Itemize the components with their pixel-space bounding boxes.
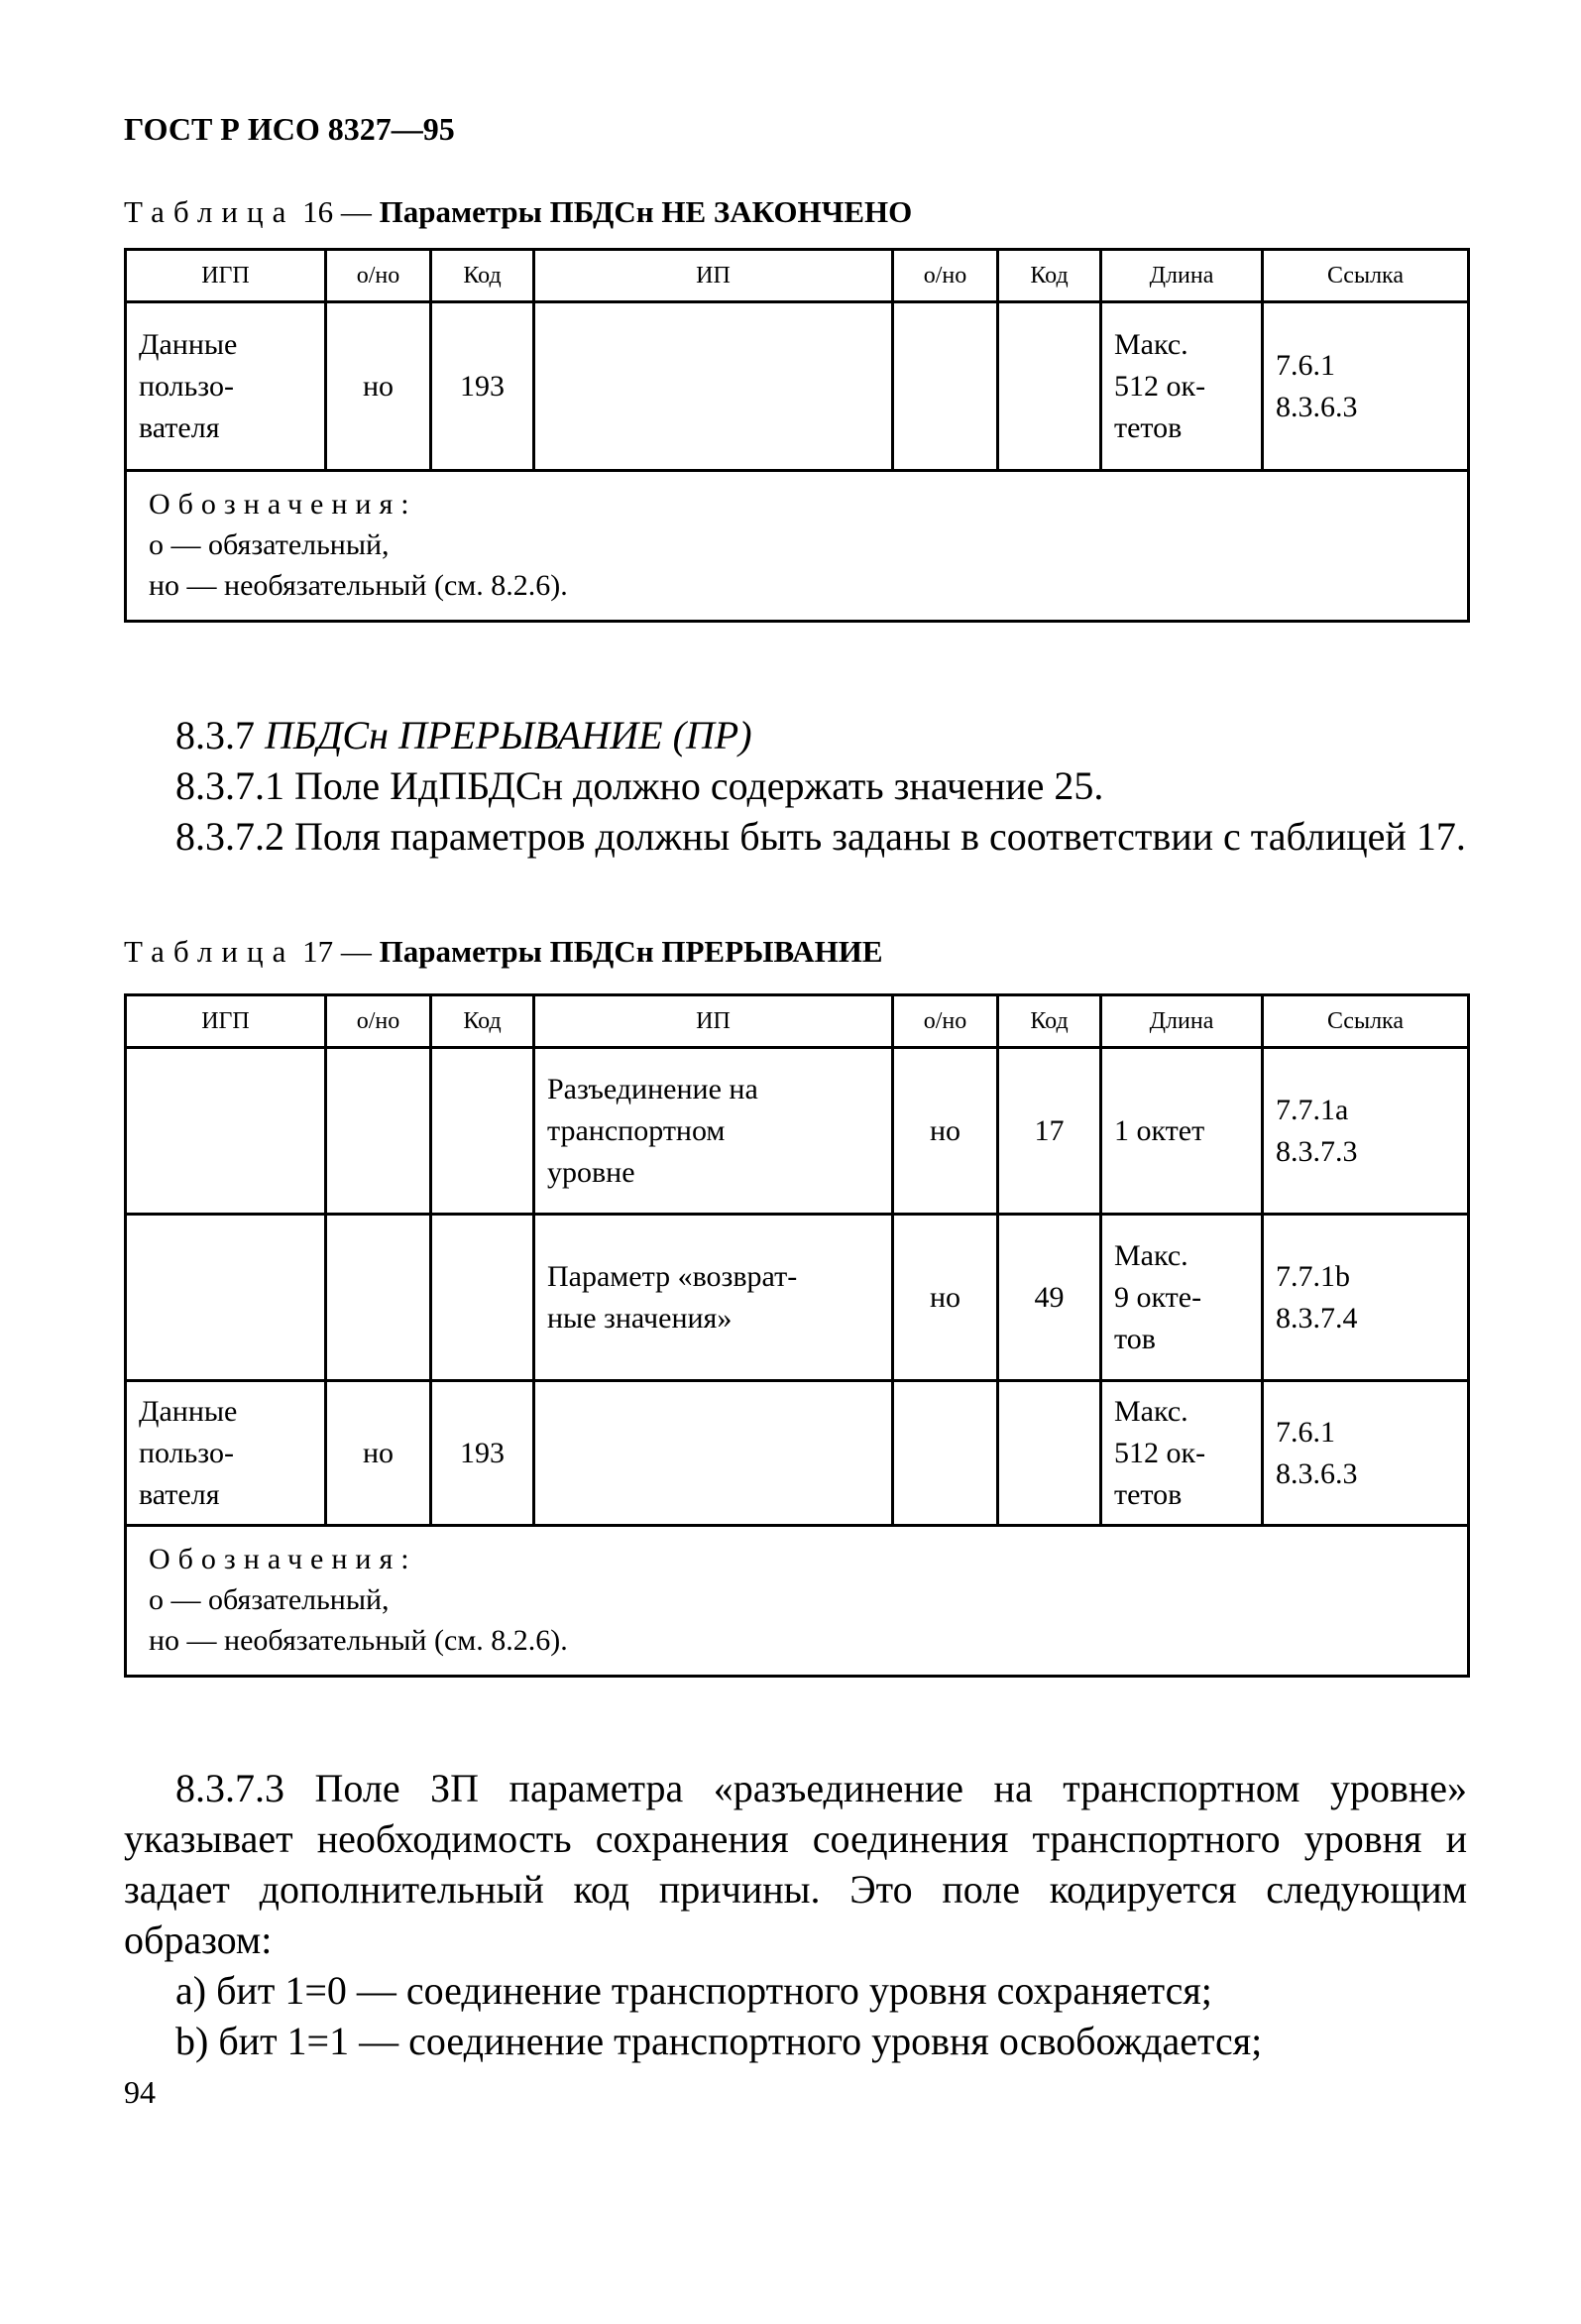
table-17-notes: [126, 1526, 1469, 1677]
table-16-header-dlina: Длина: [1101, 250, 1263, 302]
table-cell-line: пользо-: [139, 1436, 234, 1469]
table-cell-line: пользо-: [139, 369, 234, 403]
table-17-header-o: о/но: [326, 995, 431, 1048]
table-cell-line: ные значения»: [547, 1301, 733, 1335]
table-cell-line: транспортном: [547, 1113, 726, 1147]
table-cell-kod2: 49: [998, 1215, 1101, 1381]
table-17-header-ip: ИП: [534, 995, 893, 1048]
table-16-header-igp: ИГП: [126, 250, 326, 302]
table-16-header-ip: ИП: [534, 250, 893, 302]
section-heading-text: ПБДСн ПРЕРЫВАНИЕ (ПР): [265, 713, 752, 757]
table-cell-line: 1 октет: [1114, 1113, 1205, 1147]
table-cell-line: тетов: [1114, 410, 1183, 444]
table-16-caption-title: Параметры ПБДСн НЕ ЗАКОНЧЕНО: [379, 194, 913, 229]
table-16-notes-line: но — необязательный (см. 8.2.6).: [149, 569, 568, 602]
table-cell-line: 8.3.7.4: [1276, 1301, 1358, 1335]
table-16-notes-row: [126, 471, 1469, 622]
table-cell-line: 9 окте-: [1114, 1280, 1202, 1314]
table-cell-line: Данные: [139, 1394, 238, 1428]
table-cell-ip: [534, 1215, 893, 1381]
table-16-caption: [124, 194, 912, 230]
table-cell-kod: [431, 1048, 534, 1215]
table-cell-line: 7.6.1: [1276, 1415, 1335, 1449]
table-cell-o2: [893, 302, 998, 471]
table-cell-line: 7.7.1a: [1276, 1093, 1349, 1126]
table-cell-dlina: [1101, 1215, 1263, 1381]
table-cell-o2: но: [893, 1048, 998, 1215]
table-row: [126, 1381, 1469, 1526]
table-16-caption-num: 16 —: [302, 194, 372, 229]
table-17-notes-line: но — необязательный (см. 8.2.6).: [149, 1624, 568, 1657]
table-cell-line: 512 ок-: [1114, 1436, 1206, 1469]
table-17-header-dlina: Длина: [1101, 995, 1263, 1048]
table-17-header-ref: Ссылка: [1263, 995, 1469, 1048]
table-cell-line: Макс.: [1114, 1394, 1188, 1428]
table-cell-line: 8.3.7.3: [1276, 1134, 1358, 1168]
table-16-notes: [126, 471, 1469, 622]
table-17-caption-title: Параметры ПБДСн ПРЕРЫВАНИЕ: [379, 934, 883, 969]
table-cell-igp: [126, 1048, 326, 1215]
table-cell-line: тов: [1114, 1322, 1156, 1355]
table-17-header-igp: ИГП: [126, 995, 326, 1048]
table-cell-kod2: [998, 302, 1101, 471]
table-16-caption-label: Таблица: [124, 194, 295, 229]
table-cell-ip: [534, 302, 893, 471]
table-cell-line: 8.3.6.3: [1276, 390, 1358, 423]
table-16-body: [126, 302, 1469, 471]
table-16-header-o: о/но: [326, 250, 431, 302]
table-cell-line: 8.3.6.3: [1276, 1456, 1358, 1490]
table-cell-line: Данные: [139, 327, 238, 361]
paragraph-8-3-7-3: 8.3.7.3 Поле ЗП параметра «разъединение на транспортном уровне» указывает необходимость сохранения соединения транспортного уровня и задает дополнительный код причины. Это поле кодируется следующим образом:: [124, 1766, 1467, 1962]
table-cell-o2: но: [893, 1215, 998, 1381]
table-cell-o: [326, 1048, 431, 1215]
list-item-a: a) бит 1=0 — соединение транспортного уровня сохраняется;: [175, 1968, 1212, 2013]
table-17-header-o2: о/но: [893, 995, 998, 1048]
table-17-notes-row: [126, 1526, 1469, 1677]
table-17-notes-line: о — обязательный,: [149, 1583, 390, 1616]
table-16-header-row: [126, 250, 1469, 302]
table-cell-dlina: [1101, 1381, 1263, 1526]
table-16-header-kod: Код: [431, 250, 534, 302]
table-16: [124, 248, 1470, 623]
table-cell-line: Параметр «возврат-: [547, 1259, 798, 1293]
table-row: [126, 1215, 1469, 1381]
table-17-header-kod2: Код: [998, 995, 1101, 1048]
table-cell-kod2: [998, 1381, 1101, 1526]
table-17-notes-label: Обозначения:: [149, 1543, 417, 1575]
table-17: [124, 993, 1470, 1678]
table-cell-line: 7.6.1: [1276, 348, 1335, 382]
table-cell-line: тетов: [1114, 1477, 1183, 1511]
table-cell-line: Макс.: [1114, 327, 1188, 361]
table-16-header-o2: о/но: [893, 250, 998, 302]
table-17-caption-label: Таблица: [124, 934, 295, 969]
table-16-notes-line: о — обязательный,: [149, 528, 390, 561]
table-cell-ref: [1263, 302, 1469, 471]
table-row: [126, 302, 1469, 471]
page-number: 94: [124, 2074, 156, 2110]
table-cell-o2: [893, 1381, 998, 1526]
table-cell-ref: [1263, 1381, 1469, 1526]
table-cell-igp: [126, 1381, 326, 1526]
table-16-notes-label: Обозначения:: [149, 488, 417, 521]
table-cell-o: но: [326, 1381, 431, 1526]
section-heading-num: 8.3.7: [175, 713, 255, 757]
table-17-caption: [124, 934, 883, 970]
document-header: ГОСТ Р ИСО 8327—95: [124, 111, 455, 147]
table-cell-kod: 193: [431, 1381, 534, 1526]
table-cell-line: уровне: [547, 1155, 635, 1189]
table-cell-o: [326, 1215, 431, 1381]
table-cell-kod2: 17: [998, 1048, 1101, 1215]
table-cell-o: но: [326, 302, 431, 471]
table-17-body: [126, 1048, 1469, 1526]
table-cell-ref: [1263, 1215, 1469, 1381]
table-16-header-ref: Ссылка: [1263, 250, 1469, 302]
list-item-b: b) бит 1=1 — соединение транспортного уровня освобождается;: [175, 2019, 1263, 2063]
table-cell-dlina: [1101, 302, 1263, 471]
table-17-caption-num: 17 —: [302, 934, 372, 969]
table-cell-line: Разъединение на: [547, 1072, 758, 1105]
paragraph-8-3-7-2: 8.3.7.2 Поля параметров должны быть заданы в соответствии с таблицей 17.: [175, 814, 1466, 859]
table-17-header-kod: Код: [431, 995, 534, 1048]
table-cell-line: вателя: [139, 1477, 220, 1511]
table-16-header-kod2: Код: [998, 250, 1101, 302]
table-cell-line: вателя: [139, 410, 220, 444]
table-cell-kod: [431, 1215, 534, 1381]
table-cell-line: 512 ок-: [1114, 369, 1206, 403]
table-cell-dlina: [1101, 1048, 1263, 1215]
section-heading: [124, 710, 1467, 760]
table-cell-ref: [1263, 1048, 1469, 1215]
table-cell-line: Макс.: [1114, 1238, 1188, 1272]
table-cell-ip: [534, 1381, 893, 1526]
table-cell-igp: [126, 1215, 326, 1381]
table-cell-line: 7.7.1b: [1276, 1259, 1350, 1293]
table-17-header-row: [126, 995, 1469, 1048]
table-row: [126, 1048, 1469, 1215]
table-cell-ip: [534, 1048, 893, 1215]
paragraph-8-3-7-1: 8.3.7.1 Поле ИдПБДСн должно содержать значение 25.: [175, 763, 1104, 808]
table-cell-kod: 193: [431, 302, 534, 471]
table-cell-igp: [126, 302, 326, 471]
